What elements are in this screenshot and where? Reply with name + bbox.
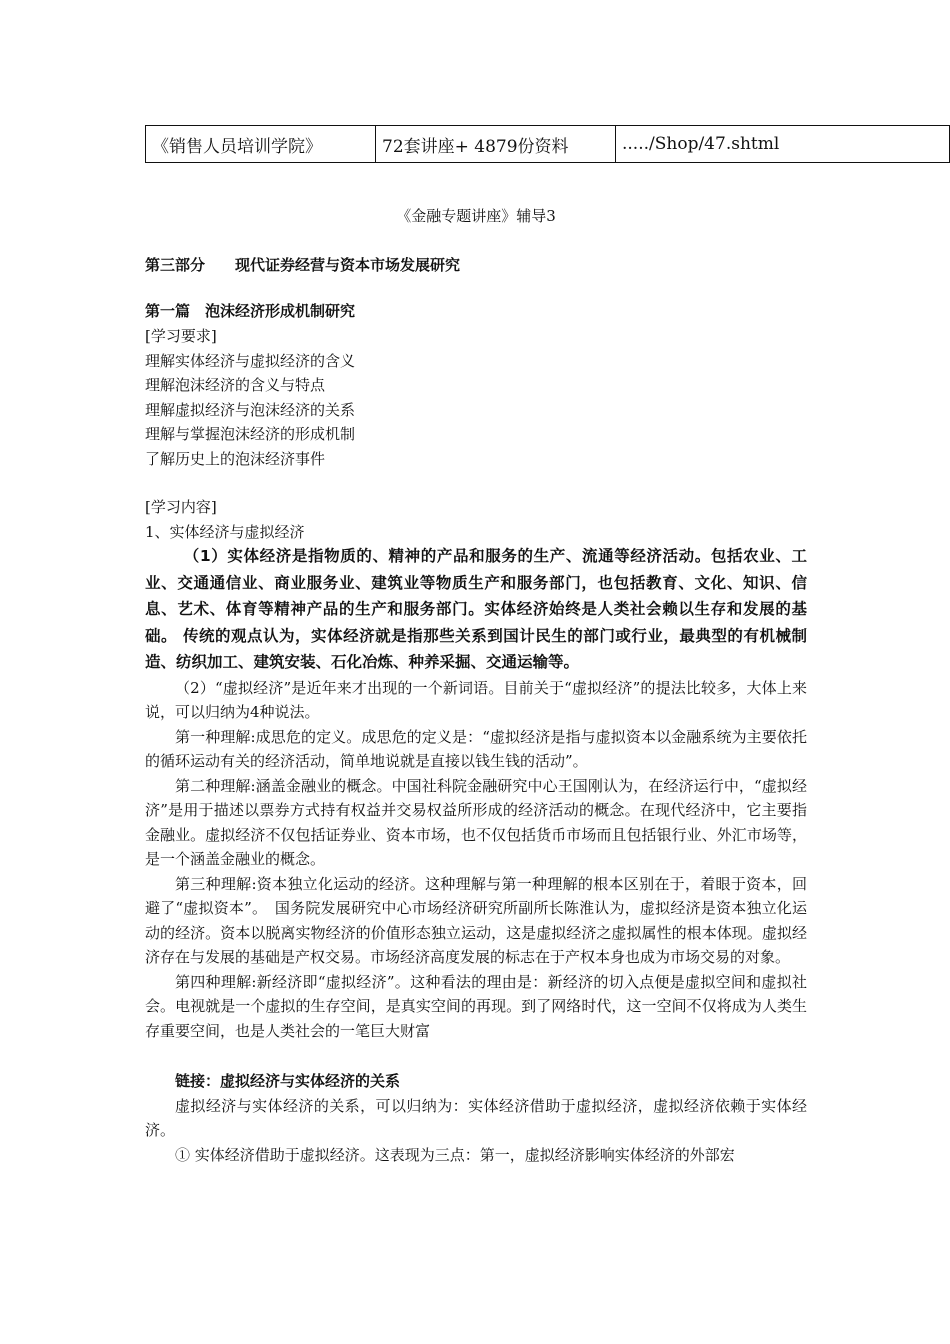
chapter-heading: 第一篇 泡沫经济形成机制研究	[145, 302, 356, 320]
section-heading: 1、实体经济与虚拟经济	[145, 522, 305, 541]
link-heading: 链接：虚拟经济与实体经济的关系	[175, 1072, 401, 1090]
paragraph-real-economy: （1）实体经济是指物质的、精神的产品和服务的生产、流通等经济活动。包括农业、工业、交通通信业、商业服务业、建筑业等物质生产和服务部门，也包括教育、文化、知识、信息、艺术、体育等精神产品的生产和服务部门。实体经济始终是人类社会赖以生存和发展的基础。 传统的观点认为，实体经济就是指那些关系到国计民生的部门或行业，最典型的有机械制造、纺织加工、建筑安装、石化冶炼、种养采掘、交通运输等。	[145, 547, 807, 671]
paragraph-virtual-economy: （2）“虚拟经济”是近年来才出现的一个新词语。目前关于“虚拟经济”的提法比较多，大体上来说，可以归纳为4种说法。	[145, 678, 807, 721]
content-label: [学习内容]	[145, 498, 217, 516]
requirement-item: 理解实体经济与虚拟经济的含义	[145, 351, 356, 370]
table-row	[146, 126, 950, 163]
requirement-item: 理解泡沫经济的含义与特点	[145, 376, 326, 394]
document-body	[145, 200, 807, 1167]
resource-table	[145, 125, 950, 163]
requirement-item: 理解与掌握泡沫经济的形成机制	[145, 425, 356, 443]
requirements-label: [学习要求]	[145, 327, 217, 345]
paragraph-understanding-1: 第一种理解:成思危的定义。成思危的定义是：“虚拟经济是指与虚拟资本以金融系统为主要依托的循环运动有关的经济活动，简单地说就是直接以钱生钱的活动”。	[145, 727, 807, 770]
paragraph-understanding-4: 第四种理解:新经济即“虚拟经济”。这种看法的理由是：新经济的切入点便是虚拟空间和虚拟社会。电视就是一个虚拟的生存空间，是真实空间的再现。到了网络时代，这一空间不仅将成为人类生存重要空间，也是人类社会的一笔巨大财富	[145, 972, 807, 1040]
table-cell-count: 72套讲座+ 4879份资料	[376, 126, 616, 163]
part-heading: 第三部分 现代证券经营与资本市场发展研究	[145, 256, 461, 274]
table-cell-link[interactable]: ...../Shop/47.shtml	[616, 126, 950, 163]
paragraph-understanding-2: 第二种理解:涵盖金融业的概念。中国社科院金融研究中心王国刚认为，在经济运行中，“虚拟经济”是用于描述以票券方式持有权益并交易权益所形成的经济活动的概念。在现代经济中，它主要指金融业。虚拟经济不仅包括证券业、资本市场，也不仅包括货币市场而且包括银行业、外汇市场等，是一个涵盖金融业的概念。	[145, 776, 807, 868]
paragraph-understanding-3: 第三种理解:资本独立化运动的经济。这种理解与第一种理解的根本区别在于，着眼于资本，回避了“虚拟资本”。 国务院发展研究中心市场经济研究所副所长陈淮认为，虚拟经济是资本独立化运动的经济。资本以脱离实物经济的价值形态独立运动，这是虚拟经济之虚拟属性的根本体现。虚拟经济存在与发展的基础是产权交易。市场经济高度发展的标志在于产权本身也成为市场交易的对象。	[145, 874, 807, 966]
paragraph-relation-point-1: ① 实体经济借助于虚拟经济。这表现为三点：第一，虚拟经济影响实体经济的外部宏	[175, 1145, 735, 1164]
requirement-item: 了解历史上的泡沫经济事件	[145, 449, 326, 468]
table-cell-title: 《销售人员培训学院》	[146, 126, 376, 163]
document-title: 《金融专题讲座》辅导3	[396, 207, 556, 225]
requirement-item: 理解虚拟经济与泡沫经济的关系	[145, 400, 356, 419]
paragraph-relation: 虚拟经济与实体经济的关系，可以归纳为：实体经济借助于虚拟经济，虚拟经济依赖于实体经济。	[145, 1096, 807, 1139]
